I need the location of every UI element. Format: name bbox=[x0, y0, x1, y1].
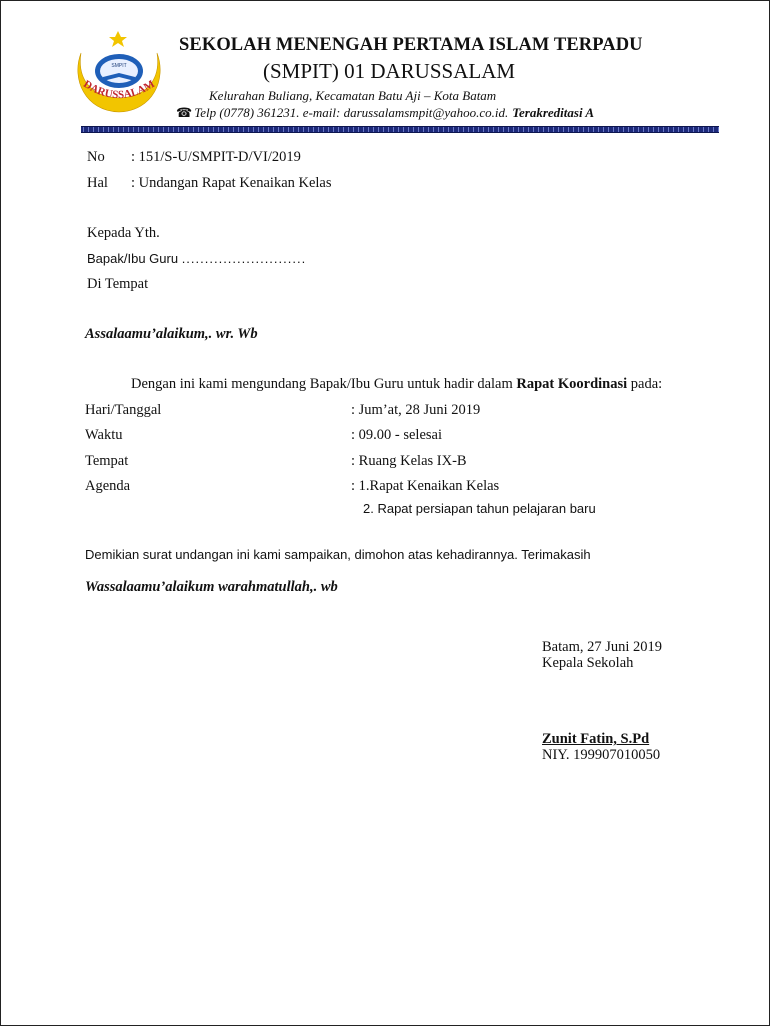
recipient-line2 bbox=[87, 251, 306, 266]
recipient-title: Bapak/Ibu Guru bbox=[87, 251, 179, 266]
school-short-name: (SMPIT) 01 DARUSSALAM bbox=[263, 59, 516, 83]
detail-value-date: : Jum’at, 28 Juni 2019 bbox=[351, 402, 481, 418]
closing-text: Demikian surat undangan ini kami sampaikan, dimohon atas kehadirannya. Terimakasih bbox=[85, 547, 591, 562]
logo-star bbox=[109, 31, 127, 47]
intro-paragraph bbox=[131, 376, 662, 393]
no-value: : 151/S-U/SMPIT-D/VI/2019 bbox=[131, 149, 301, 165]
detail-value-agenda: : 1.Rapat Kenaikan Kelas bbox=[351, 478, 500, 494]
school-name: SEKOLAH MENENGAH PERTAMA ISLAM TERPADU bbox=[179, 35, 643, 55]
recipient-line1: Kepada Yth. bbox=[87, 225, 160, 241]
farewell: Wassalaamu’alaikum warahmatullah,. wb bbox=[85, 579, 338, 595]
accreditation: Terakreditasi A bbox=[512, 105, 595, 120]
signature-name: Zunit Fatin, S.Pd bbox=[542, 731, 650, 747]
greeting: Assalaamu’alaikum,. wr. Wb bbox=[85, 326, 258, 342]
intro-text: Dengan ini kami mengundang Bapak/Ibu Guru untuk hadir dalam bbox=[131, 376, 517, 392]
detail-value-place: : Ruang Kelas IX-B bbox=[351, 453, 467, 469]
hal-label: Hal bbox=[87, 175, 108, 191]
school-contact bbox=[176, 105, 594, 121]
school-logo bbox=[69, 31, 169, 115]
signature-niy: NIY. 199907010050 bbox=[542, 747, 661, 763]
detail-label-date: Hari/Tanggal bbox=[85, 402, 162, 418]
contact-text: Telp (0778) 361231. e-mail: darussalamsmpit@yahoo.co.id. bbox=[194, 105, 509, 120]
recipient-line3: Di Tempat bbox=[87, 276, 149, 292]
no-label: No bbox=[87, 149, 105, 165]
detail-label-time: Waktu bbox=[85, 427, 123, 443]
signature-place-date: Batam, 27 Juni 2019 bbox=[542, 639, 663, 655]
detail-label-place: Tempat bbox=[85, 453, 129, 469]
detail-value-time: : 09.00 - selesai bbox=[351, 427, 443, 443]
intro-end: pada: bbox=[627, 376, 663, 392]
agenda-item-2: 2. Rapat persiapan tahun pelajaran baru bbox=[363, 501, 596, 516]
intro-bold: Rapat Koordinasi bbox=[516, 376, 628, 392]
signature-position: Kepala Sekolah bbox=[542, 655, 634, 671]
hal-value: : Undangan Rapat Kenaikan Kelas bbox=[131, 175, 332, 191]
recipient-dots: ........................... bbox=[181, 251, 307, 266]
phone-icon: ☎ bbox=[176, 105, 193, 120]
header-divider bbox=[81, 126, 719, 133]
logo-inner-text: SMPIT bbox=[111, 63, 127, 69]
logo-banner-text: DARUSSALAM bbox=[81, 78, 157, 102]
school-address: Kelurahan Buliang, Kecamatan Batu Aji – Kota Batam bbox=[209, 88, 497, 103]
detail-label-agenda: Agenda bbox=[85, 478, 131, 494]
